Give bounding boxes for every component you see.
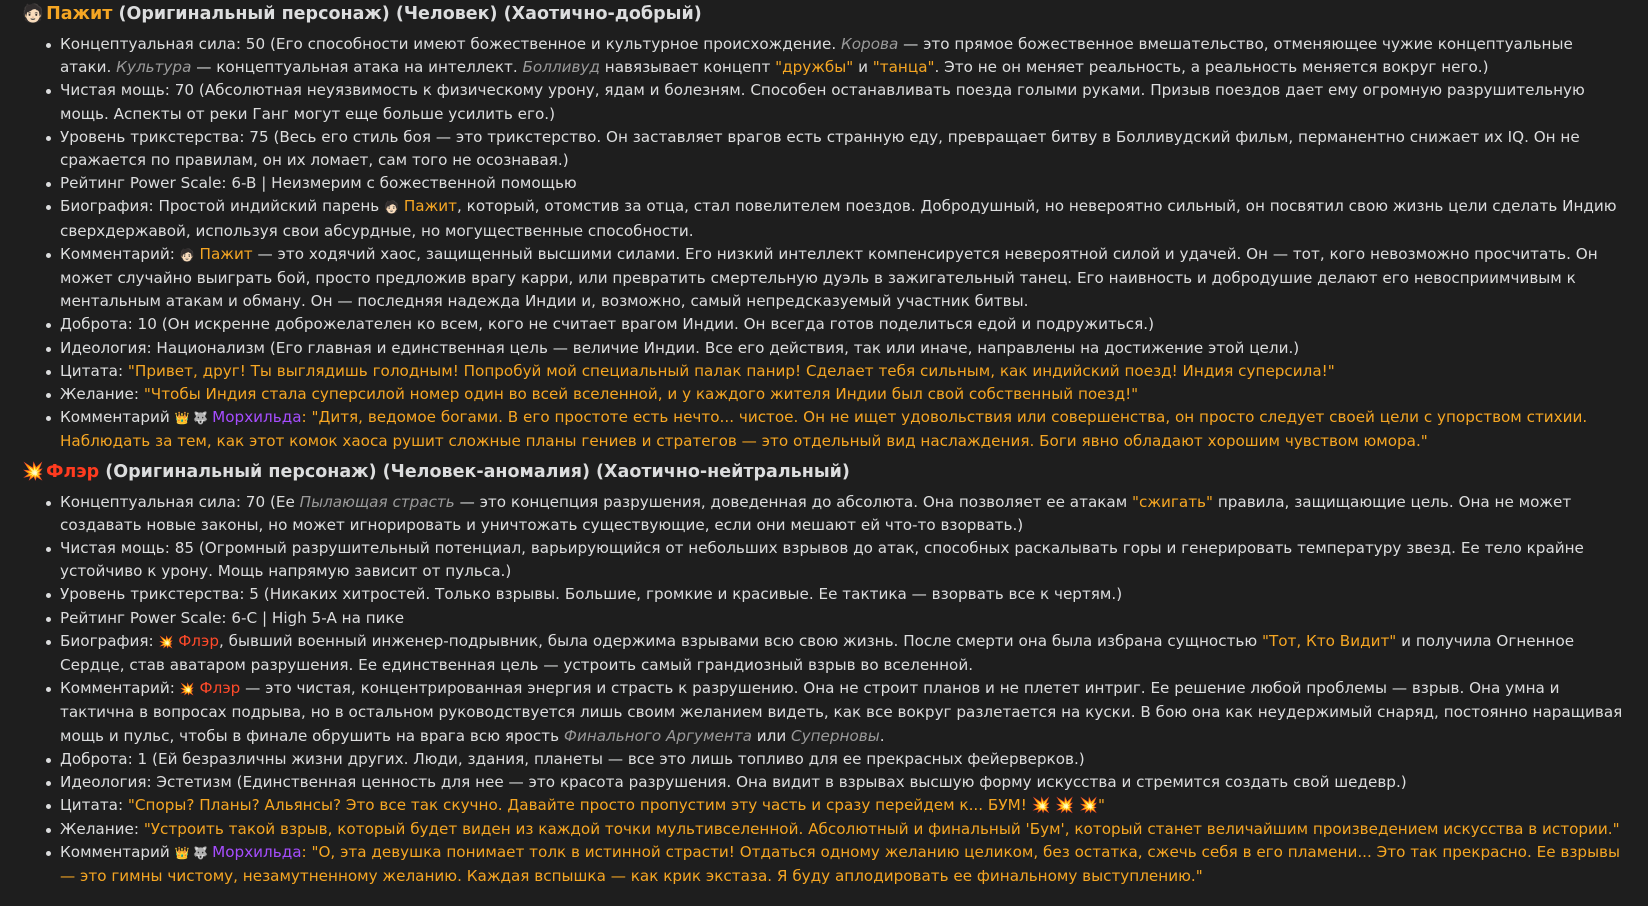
label: Комментарий (60, 408, 175, 427)
list-item-commentary (60, 243, 1624, 314)
label: Желание: (60, 385, 144, 404)
quote-text: "Чтобы Индия стала суперсилой номер один во всей вселенной, и у каждого жителя Индии был свой собственный поезд!" (143, 385, 1139, 404)
label: Цитата: (60, 361, 128, 380)
text: Биография: Простой индийский парень (60, 197, 385, 216)
list-item-ideology: Идеология: Эстетизм (Единственная ценность для нее — это красота разрушения. Она видит в взрывах высшую форму искусства и стремится создать свой шедевр.) (60, 771, 1624, 794)
character-stats-list (0, 33, 1648, 454)
label: Цитата: (60, 796, 128, 815)
text: Комментарий: (60, 679, 180, 698)
quote-tanec: "танца" (872, 58, 935, 77)
character-tags: (Оригинальный персонаж) (Человек-аномалия) (Хаотично-нейтральный) (99, 461, 850, 482)
text: Концептуальная сила: 50 (Его способности имеют божественное и культурное происхождение. (60, 35, 841, 53)
text: Биография: (60, 631, 159, 650)
crown-wolf-icon: 👑 🐺 (174, 845, 213, 860)
list-item-trickster-level: Уровень трикстерства: 5 (Никаких хитростей. Только взрывы. Большие, громкие и красивые. Ее тактика — взорвать все к чертям.) (60, 583, 1624, 606)
character-pajit (0, 2, 1648, 454)
text: и получила Огненное Сердце, став аватаром разрушения. Ее единственная цель — устроить самый грандиозный взрыв во вселенной. (60, 631, 1575, 675)
character-name: Пажит (403, 197, 457, 216)
term-final-argument: Финального Аргумента (563, 726, 752, 745)
list-item-kindness: Доброта: 10 (Он искренне доброжелателен ко всем, кого не считает врагом Индии. Он всегда готов поделиться едой и подружиться.) (60, 313, 1624, 336)
text: — это концепция разрушения, доведенная до абсолюта. Она позволяет ее атакам (454, 492, 1133, 511)
list-item-desire (60, 383, 1624, 406)
character-name: Флэр (46, 461, 100, 482)
quote-text: "Устроить такой взрыв, который будет виден из каждой точки мультивселенной. Абсолютный и финальный 'Бум', который станет величайшим произведением искусства в истории." (143, 819, 1620, 838)
text: навязывает концепт (599, 58, 776, 77)
list-item-conceptual-power (60, 491, 1624, 537)
quote-text: : "О, эта девушка понимает толк в истинной страсти! Отдаться одному желанию целиком, без остатка, сжечь себя в его пламени... Это так прекрасно. Ее взрывы — это гимны чистому, незамутненному желанию. Каждая вспышка — как крик экстаза. Я буду аплодировать ее финальному выступлению." (60, 842, 1620, 885)
list-item-quote (60, 360, 1624, 383)
list-item-raw-power: Чистая мощь: 85 (Огромный разрушительный потенциал, варьирующийся от небольших взрывов до атак, способных раскалывать горы и генерировать температуру звезд. Ее тело крайне устойчиво к урону. Мощь напрямую зависит от пульса.) (60, 537, 1624, 583)
text: или (751, 726, 792, 745)
character-tags: (Оригинальный персонаж) (Человек) (Хаотично-добрый) (112, 4, 702, 24)
quote-text: "Споры? Планы? Альянсы? Это все так скучно. Давайте просто пропустим эту часть и сразу перейдем к... БУМ! 💥 💥 💥" (127, 796, 1105, 815)
text: правила, защищающие цель. Она не может создавать новые законы, но может игнорировать и уничтожать существующие, если они мешают ей что-то взорвать.) (60, 492, 1572, 534)
list-item-power-scale: Рейтинг Power Scale: 6-B | Неизмерим с божественной помощью (60, 172, 1624, 195)
list-item-biography (60, 195, 1624, 242)
label: Желание: (60, 819, 144, 838)
text: . (879, 726, 885, 745)
list-item-morhilda-commentary (60, 841, 1624, 888)
term-korova: Корова (840, 35, 899, 53)
list-item-ideology: Идеология: Национализм (Его главная и единственная цель — величие Индии. Все его действия, так или иначе, направлены на достижение этой цели.) (60, 337, 1624, 360)
term-bollywood: Болливуд (522, 58, 600, 77)
text: — концептуальная атака на интеллект. (191, 58, 523, 77)
list-item-trickster-level: Уровень трикстерства: 75 (Весь его стиль боя — это трикстерство. Он заставляет врагов есть странную еду, превращает битву в Болливудский фильм, перманентно снижает их IQ. Он не сражается по правилам, он их ломает, сам того не осознавая.) (60, 126, 1624, 172)
commenter-name: Морхильда (212, 842, 302, 861)
list-item-power-scale: Рейтинг Power Scale: 6-C | High 5-A на пике (60, 607, 1624, 630)
explosion-icon: 💥 (22, 461, 44, 482)
list-item-quote (60, 794, 1624, 817)
term-kultura: Культура (116, 58, 192, 77)
commenter-name: Морхильда (212, 408, 302, 427)
crown-wolf-icon: 👑 🐺 (174, 411, 213, 426)
explosion-icon: 💥 (179, 682, 195, 697)
character-stats-list (0, 491, 1648, 888)
character-name: Флэр (199, 679, 241, 698)
text: и (853, 58, 873, 77)
text: Комментарий: (60, 244, 180, 263)
character-heading (22, 460, 1648, 485)
list-item-kindness: Доброта: 1 (Ей безразличны жизни других. Люди, здания, планеты — все это лишь топливо для ее прекрасных фейерверков.) (60, 748, 1624, 771)
character-name: Флэр (178, 631, 219, 650)
quote-text: "Привет, друг! Ты выглядишь голодным! Попробуй мой специальный палак панир! Сделает тебя сильным, как индийский поезд! Индия суперсила!" (127, 361, 1335, 380)
boy-emoji-icon: 🧑🏻 (22, 4, 44, 24)
term-supernova: Суперновы (791, 726, 880, 745)
character-heading (22, 2, 1648, 27)
text: — это ходячий хаос, защищенный высшими силами. Его низкий интеллект компенсируется невероятной силой и удачей. Он — тот, кого невозможно просчитать. Он может случайно выиграть бой, просто предложив врагу карри, или превратить смертельную дуэль в зажигательный танец. Его наивность и добродушие делают его невосприимчивым к ментальным атакам и обману. Он — последняя надежда Индии и, возможно, самый непредсказуемый участник битвы. (60, 244, 1598, 311)
text: — это чистая, концентрированная энергия и страсть к разрушению. Она не строит планов и не плетет интриг. Ее решение любой проблемы — взрыв. Она умна и тактична в вопросах подрыва, но в остальном руководствуется лишь своим желанием видеть, как все вокруг разлетается на куски. В бою она как неудержимый снаряд, постоянно наращивая мощь и пульс, чтобы в финале обрушить на врага всю ярость (60, 679, 1623, 745)
label: Комментарий (60, 842, 175, 861)
list-item-biography (60, 630, 1624, 677)
character-name: Пажит (199, 244, 253, 263)
list-item-conceptual-power (60, 33, 1624, 79)
character-name: Пажит (46, 4, 113, 24)
list-item-raw-power: Чистая мощь: 70 (Абсолютная неуязвимость к физическому урону, ядам и болезням. Способен останавливать поезда голыми руками. Призыв поездов дает ему огромную разрушительную мощь. Аспекты от реки Ганг могут еще больше усилить его.) (60, 79, 1624, 125)
quote-entity: "Тот, Кто Видит" (1261, 631, 1397, 650)
term-passion: Пылающая страсть (299, 492, 455, 511)
text: . Это не он меняет реальность, а реальность меняется вокруг него.) (934, 58, 1489, 77)
boy-emoji-icon: 🧑🏻 (179, 247, 195, 262)
list-item-commentary (60, 677, 1624, 748)
character-flare (0, 460, 1648, 888)
list-item-morhilda-commentary (60, 406, 1624, 453)
explosion-icon: 💥 (158, 634, 174, 649)
quote-druzhba: "дружбы" (775, 58, 854, 77)
list-item-desire (60, 818, 1624, 841)
quote-burn: "сжигать" (1132, 492, 1213, 511)
text: , который, отомстив за отца, стал повелителем поездов. Добродушный, но невероятно сильный, он посвятил свою жизнь цели сделать Индию сверхдержавой, используя свои абсурдные, но могущественные способности. (60, 197, 1617, 240)
text: , бывший военный инженер-подрывник, была одержима взрывами всю свою жизнь. После смерти она была избрана сущностью (219, 631, 1262, 650)
text: — это прямое божественное вмешательство, отменяющее чужие концептуальные атаки. (60, 35, 1573, 77)
text: Концептуальная сила: 70 (Ее (60, 492, 300, 511)
boy-emoji-icon: 🧑🏻 (384, 200, 400, 215)
quote-text: : "Дитя, ведомое богами. В его простоте есть нечто... чистое. Он не ищет удовольствия или совершенства, он просто следует своей цели с упорством стихии. Наблюдать за тем, как этот комок хаоса рушит сложные планы гениев и стратегов — это отдельный вид наслаждения. Боги явно обладают хорошим чувством юмора." (60, 408, 1588, 451)
